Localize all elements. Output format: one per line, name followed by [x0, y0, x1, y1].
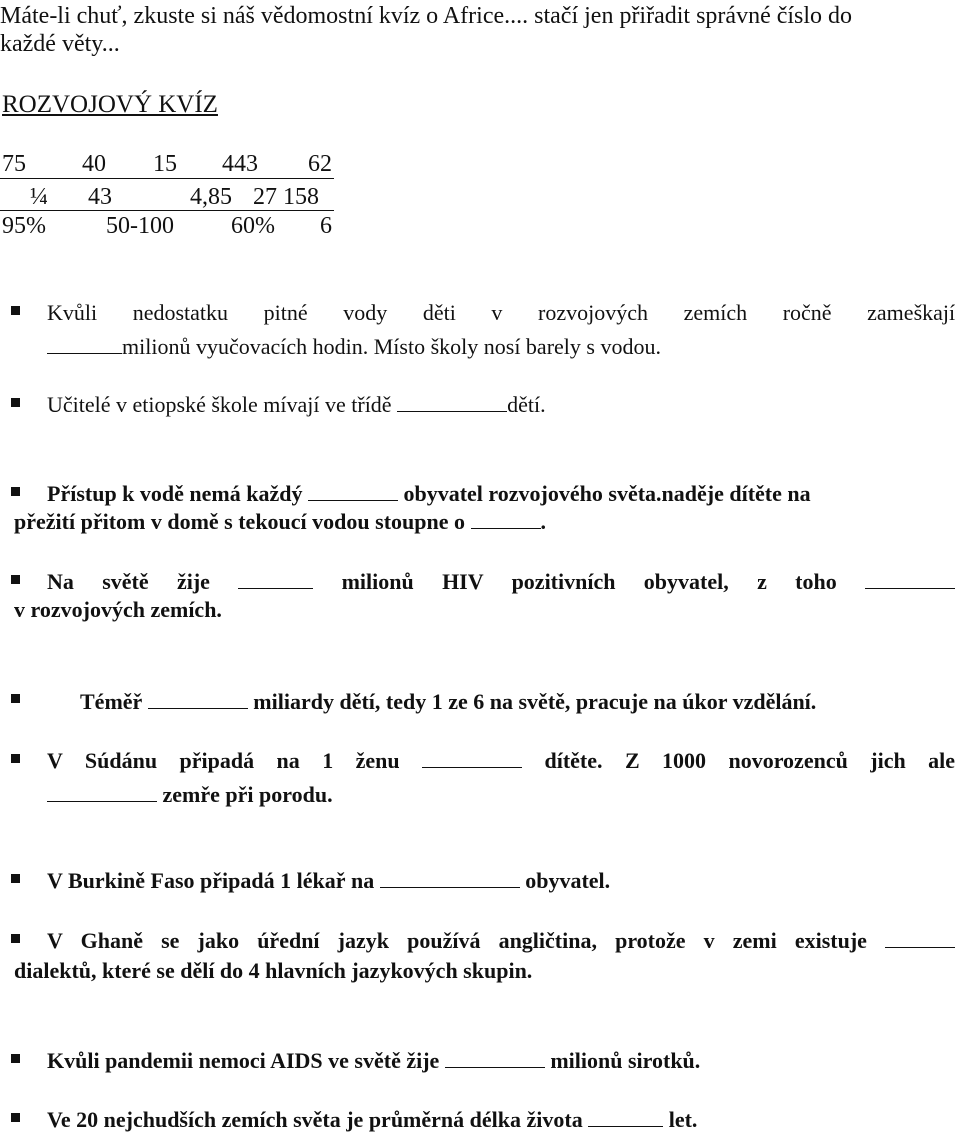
number: 15	[153, 151, 177, 177]
question-9: Kvůli pandemii nemoci AIDS ve světě žije milionů sirotků.	[47, 1048, 701, 1073]
answer-blank[interactable]	[445, 1049, 545, 1068]
number: 95%	[2, 213, 46, 239]
intro-line-1: Máte-li chuť, zkuste si náš vědomostní kvíz o Africe.... stačí jen přiřadit správné číslo do	[0, 3, 853, 29]
question-4-line-1: Na světě žije milionů HIV pozitivních obyvatel, z toho	[47, 569, 955, 595]
bullet-icon	[11, 934, 20, 943]
answer-blank[interactable]	[380, 869, 520, 888]
bullet-icon	[11, 694, 20, 703]
divider	[0, 178, 334, 179]
question-7: V Burkině Faso připadá 1 lékař na obyvatel.	[47, 868, 611, 893]
answer-blank[interactable]	[588, 1108, 663, 1127]
bullet-icon	[11, 487, 20, 496]
question-10: Ve 20 nejchudších zemích světa je průměrná délka života let.	[47, 1107, 698, 1132]
answer-blank[interactable]	[865, 570, 955, 589]
question-1-line-2: milionů vyučovacích hodin. Místo školy nosí barely s vodou.	[47, 334, 661, 360]
number: 40	[82, 151, 106, 177]
bullet-icon	[11, 874, 20, 883]
answer-blank[interactable]	[308, 482, 398, 501]
number: 60%	[231, 213, 275, 239]
bullet-icon	[11, 1054, 20, 1063]
bullet-icon	[11, 1113, 20, 1122]
bullet-icon	[11, 754, 20, 763]
number: 6	[320, 213, 332, 239]
answer-blank[interactable]	[47, 335, 122, 354]
question-2: Učitelé v etiopské škole mívají ve třídě dětí.	[47, 392, 546, 417]
number: 443	[222, 151, 258, 177]
quiz-title: ROZVOJOVÝ KVÍZ	[2, 91, 218, 118]
question-4-line-2: v rozvojových zemích.	[14, 597, 222, 622]
number: 27 158	[253, 184, 319, 210]
question-8-line-1: V Ghaně se jako úřední jazyk používá angličtina, protože v zemi existuje	[47, 928, 955, 954]
answer-blank[interactable]	[422, 749, 522, 768]
question-6-line-2: zemře při porodu.	[47, 782, 333, 808]
number: ¼	[30, 184, 48, 210]
number: 4,85	[190, 184, 232, 210]
number: 50-100	[106, 213, 174, 239]
question-1-line-1: Kvůli nedostatku pitné vody děti v rozvojových zemích ročně zameškají	[47, 300, 956, 325]
bullet-icon	[11, 398, 20, 407]
answer-blank[interactable]	[47, 783, 157, 802]
intro-line-2: každé věty...	[0, 31, 120, 57]
answer-blank[interactable]	[238, 570, 313, 589]
answer-blank[interactable]	[885, 929, 955, 948]
number: 43	[88, 184, 112, 210]
number: 62	[308, 151, 332, 177]
answer-blank[interactable]	[471, 510, 541, 529]
question-3-line-1: Přístup k vodě nemá každý obyvatel rozvojového světa.naděje dítěte na	[47, 481, 811, 506]
question-5: Téměř miliardy dětí, tedy 1 ze 6 na světě, pracuje na úkor vzdělání.	[80, 689, 817, 714]
question-3-line-2: přežití přitom v domě s tekoucí vodou stoupne o .	[14, 509, 546, 534]
question-6-line-1: V Súdánu připadá na 1 ženu dítěte. Z 1000 novorozenců jich ale	[47, 748, 956, 773]
bullet-icon	[11, 306, 20, 315]
bullet-icon	[11, 575, 20, 584]
question-8-line-2: dialektů, které se dělí do 4 hlavních jazykových skupin.	[14, 958, 533, 983]
number: 75	[2, 151, 26, 177]
answer-blank[interactable]	[148, 690, 248, 709]
divider	[0, 210, 334, 211]
answer-blank[interactable]	[397, 393, 507, 412]
